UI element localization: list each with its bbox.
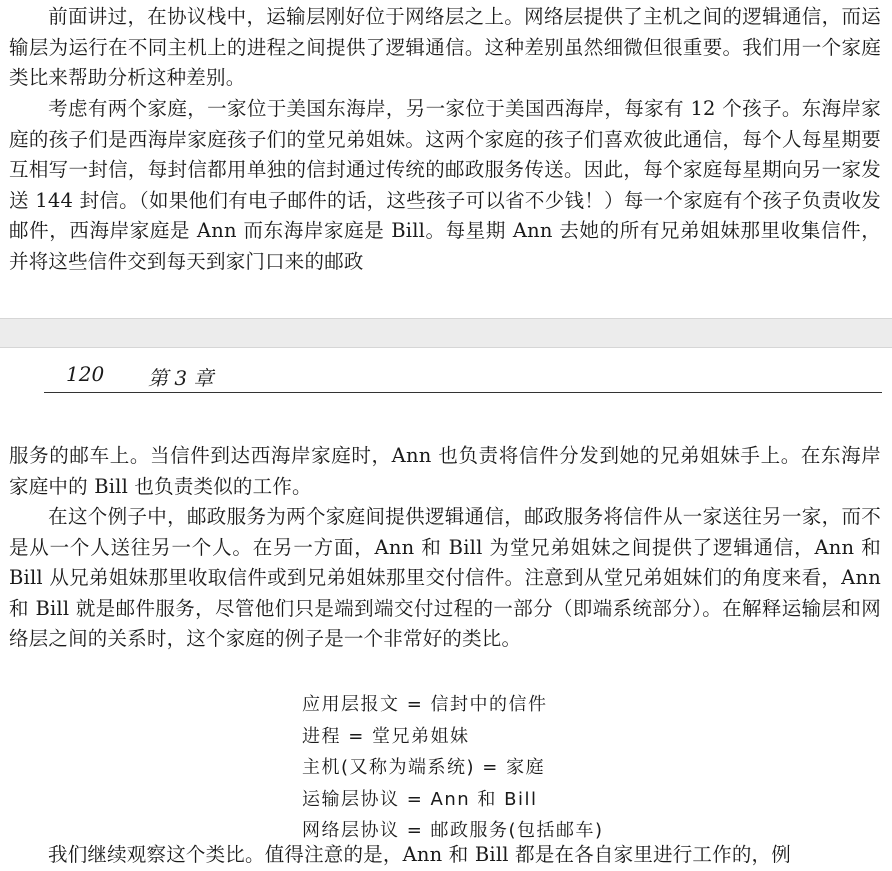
page-bottom xyxy=(0,348,892,866)
page-number: 120 xyxy=(66,362,105,386)
text-line: 好的类比。 xyxy=(422,627,522,650)
text-line: 分（即端系统部分）。在解释运输层和网络层之间的关系时，这个家庭的例子是一个非常 xyxy=(9,596,882,650)
text-line: 省不少钱！）每一个家庭有个孩子负责收发邮件，西海岸家庭是 Ann 而东海岸家庭是 Bill。 xyxy=(9,188,881,242)
text-line: 通信，而运输层为运行在不同主机上的进程之间提供了逻辑通信。这种差别虽然细微但很 xyxy=(9,5,881,59)
analogy-item: 运输层协议 = Ann 和 Bill xyxy=(302,788,538,810)
text-line: 考虑有两个家庭，一家位于美国东海岸，另一家位于美国西海岸，每家有 12 个孩子。 xyxy=(48,97,802,120)
running-head xyxy=(44,358,882,393)
paragraph-family xyxy=(9,94,881,277)
text-line: 此，每个家庭每星期向另一家发送 144 封信。（如果他们有电子邮件的话，这些孩子可以 xyxy=(9,158,881,212)
analogy-item: 网络层协议 = 邮政服务(包括邮车) xyxy=(302,820,604,841)
text-line: 一家，而不是从一个人送往另一个人。在另一方面，Ann 和 Bill 为堂兄弟姐妹之间提供了 xyxy=(9,505,881,559)
paragraph-intro xyxy=(9,2,881,94)
paragraph-continuation xyxy=(9,441,881,502)
text-line: 前面讲过，在协议栈中，运输层刚好位于网络层之上。网络层提供了主机之间的逻辑 xyxy=(48,5,782,28)
analogy-list xyxy=(302,689,604,847)
analogy-item: 进程 = 堂兄弟姐妹 xyxy=(302,725,470,747)
text-line: 在这个例子中，邮政服务为两个家庭间提供逻辑通信，邮政服务将信件从一家送往另 xyxy=(48,505,782,528)
analogy-item: 主机(又称为端系统) = 家庭 xyxy=(302,757,546,778)
text-line: 每星期 Ann 去她的所有兄弟姐妹那里收集信件，并将这些信件交到每天到家门口来的邮政 xyxy=(9,219,881,273)
text-line: 东海岸家庭的孩子们是西海岸家庭孩子们的堂兄弟姐妹。这两个家庭的孩子们喜欢彼此通 xyxy=(9,97,881,151)
text-line: 在东海岸家庭中的 Bill 也负责类似的工作。 xyxy=(9,444,881,498)
text-line: 逻辑通信，Ann 和 Bill 从兄弟姐妹那里收取信件或到兄弟姐妹那里交付信件。注意到从堂 xyxy=(9,535,881,589)
text-line: 兄弟姐妹们的角度来看，Ann 和 Bill 就是邮件服务，尽管他们只是端到端交付过程的一部 xyxy=(9,566,881,620)
page-separator xyxy=(0,318,892,348)
paragraph-example xyxy=(9,502,881,655)
text-line: 重要。我们用一个家庭类比来帮助分析这种差别。 xyxy=(9,35,881,89)
text-line: 信，每个人每星期要互相写一封信，每封信都用单独的信封通过传统的邮政服务传送。因 xyxy=(9,127,881,181)
text-line: 我们继续观察这个类比。值得注意的是，Ann 和 Bill 都是在各自家里进行工作的，例 xyxy=(48,843,791,866)
cut-off-line xyxy=(9,840,881,870)
chapter-label: 第 3 章 xyxy=(148,366,214,390)
analogy-item: 应用层报文 = 信封中的信件 xyxy=(302,694,548,715)
page-top xyxy=(0,0,892,318)
text-line: 服务的邮车上。当信件到达西海岸家庭时，Ann 也负责将信件分发到她的兄弟姐妹手上。 xyxy=(9,444,801,467)
